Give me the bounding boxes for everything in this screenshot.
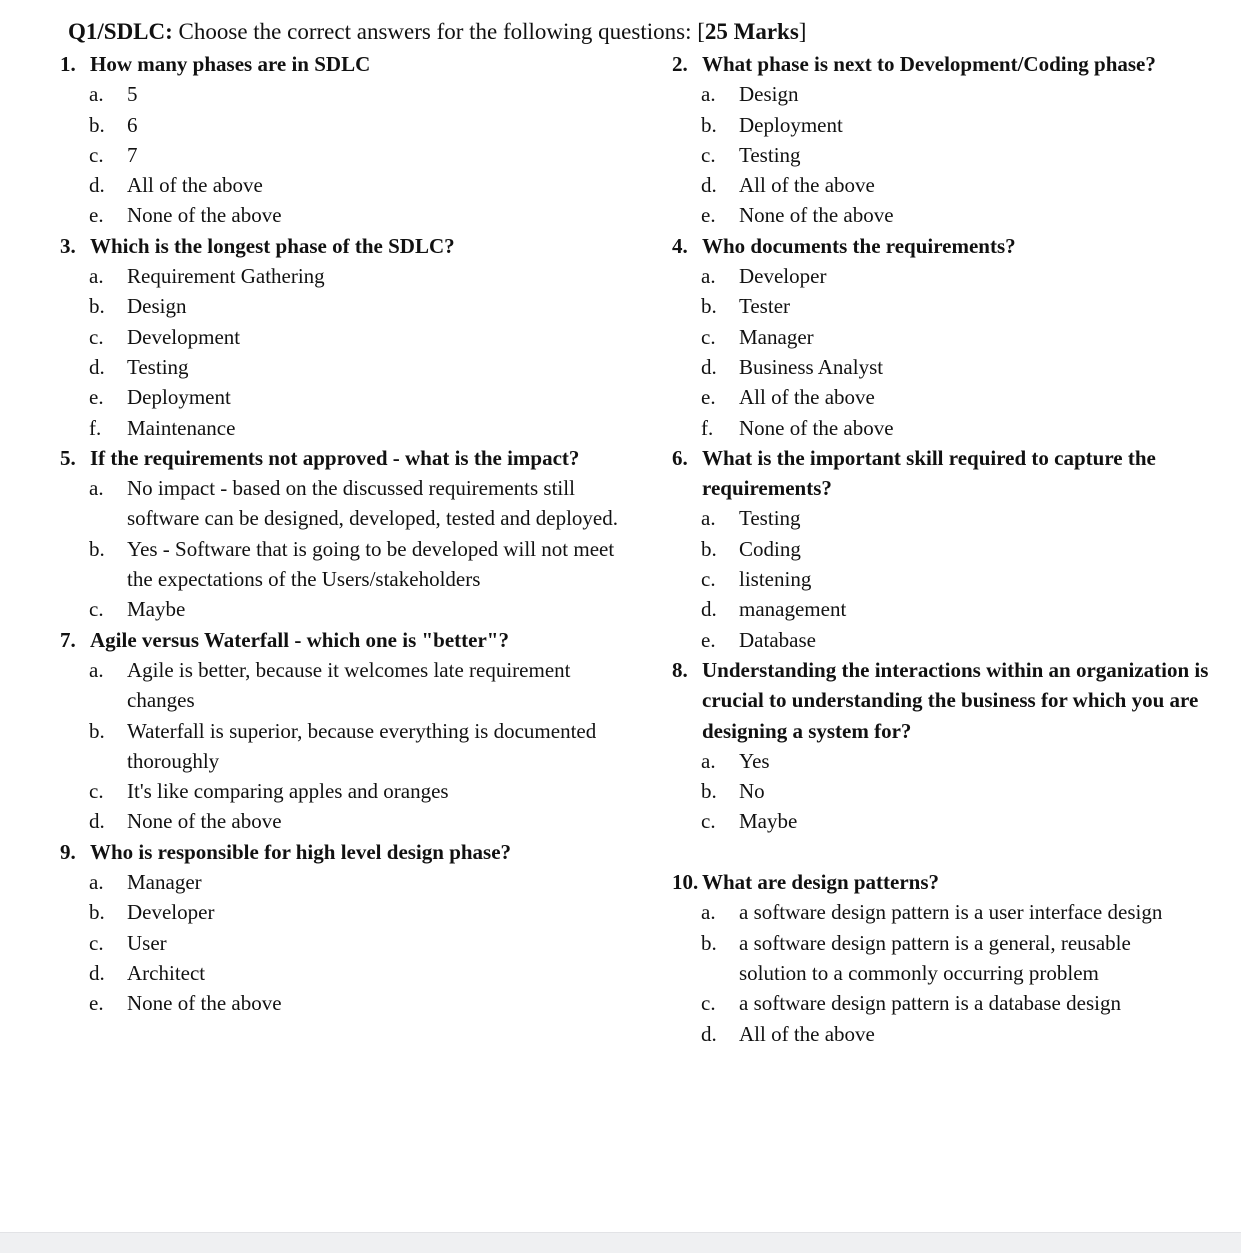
question-5 — [60, 443, 660, 625]
option-list — [60, 655, 660, 837]
header-close: ] — [798, 19, 807, 44]
question-title — [672, 655, 1232, 746]
option-list — [672, 746, 1232, 837]
option-letter: c. — [701, 991, 716, 1016]
option-list — [672, 261, 1232, 443]
option-list — [60, 867, 660, 1018]
option-item — [672, 746, 1232, 776]
option-text: a software design pattern is a general, reusable solution to a commonly occurring problem — [739, 930, 1131, 985]
question-number: 8. — [672, 657, 688, 682]
option-item — [60, 473, 660, 534]
question-number: 10. — [672, 870, 699, 895]
option-letter: d. — [701, 173, 717, 198]
question-number: 7. — [60, 627, 76, 652]
question-number: 4. — [672, 233, 688, 258]
option-text: management — [739, 597, 847, 622]
option-item — [672, 352, 1232, 382]
option-text: Architect — [127, 960, 206, 985]
option-letter: f. — [701, 415, 714, 440]
option-item — [60, 382, 660, 412]
option-letter: a. — [89, 870, 104, 895]
option-text: Deployment — [739, 112, 843, 137]
option-item — [60, 594, 660, 624]
option-letter: d. — [89, 354, 105, 379]
option-list — [60, 473, 660, 624]
question-number: 9. — [60, 839, 76, 864]
option-letter: c. — [701, 567, 716, 592]
question-8 — [672, 655, 1232, 867]
option-letter: e. — [89, 203, 104, 228]
option-letter: d. — [701, 1021, 717, 1046]
option-letter: c. — [89, 142, 104, 167]
question-number: 2. — [672, 52, 688, 76]
option-item — [60, 413, 660, 443]
option-item — [60, 261, 660, 291]
question-text: Who is responsible for high level design phase? — [90, 839, 512, 864]
option-item — [672, 170, 1232, 200]
option-item — [60, 897, 660, 927]
option-text: a software design pattern is a database design — [739, 991, 1121, 1016]
option-list — [60, 261, 660, 443]
option-item — [60, 110, 660, 140]
option-text: 7 — [127, 142, 138, 167]
option-text: Testing — [739, 506, 801, 531]
option-letter: d. — [701, 597, 717, 622]
option-letter: a. — [701, 264, 716, 289]
option-text: a software design pattern is a user interface design — [739, 900, 1163, 925]
option-list — [60, 79, 660, 230]
option-item — [672, 988, 1232, 1018]
option-item — [60, 655, 660, 716]
option-letter: b. — [701, 779, 717, 804]
option-letter: e. — [701, 203, 716, 228]
option-text: Developer — [127, 900, 215, 925]
option-text: Requirement Gathering — [127, 264, 325, 289]
option-letter: b. — [89, 718, 105, 743]
question-title — [672, 867, 1232, 897]
option-text: listening — [739, 567, 812, 592]
question-number: 5. — [60, 445, 76, 470]
option-text: 6 — [127, 112, 138, 137]
option-text: All of the above — [739, 173, 875, 198]
question-title — [60, 837, 660, 867]
header-label: Q1/SDLC: — [68, 19, 173, 44]
option-item — [672, 564, 1232, 594]
option-text: Testing — [127, 354, 189, 379]
option-letter: f. — [89, 415, 102, 440]
question-number: 1. — [60, 52, 76, 76]
option-item — [60, 352, 660, 382]
option-text: Design — [127, 294, 187, 319]
option-item — [60, 867, 660, 897]
option-letter: b. — [701, 294, 717, 319]
question-text: Agile versus Waterfall - which one is "better"? — [90, 627, 509, 652]
option-text: Agile is better, because it welcomes late requirement changes — [127, 657, 571, 713]
option-letter: b. — [89, 294, 105, 319]
option-letter: d. — [701, 354, 717, 379]
option-text: Deployment — [127, 385, 231, 410]
question-number: 3. — [60, 233, 76, 258]
option-item — [672, 200, 1232, 230]
option-item — [60, 200, 660, 230]
question-text: If the requirements not approved - what is the impact? — [90, 445, 580, 470]
option-item — [60, 806, 660, 836]
option-item — [672, 322, 1232, 352]
option-letter: b. — [89, 900, 105, 925]
option-letter: d. — [89, 960, 105, 985]
option-text: All of the above — [739, 1021, 875, 1046]
option-item — [672, 806, 1232, 836]
option-item — [60, 776, 660, 806]
header-marks: 25 Marks — [704, 19, 799, 44]
option-item — [60, 79, 660, 109]
option-item — [672, 594, 1232, 624]
question-text: What are design patterns? — [702, 870, 940, 895]
option-text: Maybe — [739, 809, 798, 834]
option-text: User — [127, 930, 167, 955]
option-item — [60, 928, 660, 958]
right-column — [672, 49, 1232, 1049]
option-text: None of the above — [739, 415, 894, 440]
option-letter: a. — [89, 82, 104, 107]
option-item — [672, 140, 1232, 170]
option-letter: c. — [701, 324, 716, 349]
option-letter: a. — [701, 748, 716, 773]
option-letter: b. — [701, 536, 717, 561]
option-item — [672, 928, 1232, 989]
question-10 — [672, 867, 1232, 1049]
option-text: Maintenance — [127, 415, 236, 440]
question-text: Who documents the requirements? — [702, 233, 1016, 258]
bottom-strip — [0, 1232, 1241, 1253]
option-text: Yes — [739, 748, 770, 773]
option-letter: d. — [89, 173, 105, 198]
option-letter: b. — [89, 536, 105, 561]
option-letter: a. — [701, 506, 716, 531]
option-text: None of the above — [127, 203, 282, 228]
option-text: No impact - based on the discussed requirements still software can be designed, developed, tested and deployed. — [127, 476, 618, 531]
option-text: None of the above — [127, 809, 282, 834]
option-item — [672, 110, 1232, 140]
option-text: Manager — [127, 870, 202, 895]
option-text: Maybe — [127, 597, 186, 622]
option-item — [672, 291, 1232, 321]
option-item — [672, 413, 1232, 443]
option-letter: d. — [89, 809, 105, 834]
option-text: Tester — [739, 294, 791, 319]
option-text: Coding — [739, 536, 801, 561]
option-item — [672, 625, 1232, 655]
option-item — [60, 988, 660, 1018]
option-text: Database — [739, 627, 816, 652]
option-text: All of the above — [127, 173, 263, 198]
question-text: What is the important skill required to capture the requirements? — [702, 445, 1156, 501]
option-letter: c. — [701, 142, 716, 167]
question-3 — [60, 231, 660, 443]
question-title — [672, 443, 1232, 504]
option-letter: b. — [89, 112, 105, 137]
option-item — [672, 79, 1232, 109]
option-text: All of the above — [739, 385, 875, 410]
option-item — [672, 534, 1232, 564]
option-item — [672, 503, 1232, 533]
option-item — [60, 958, 660, 988]
option-item — [672, 261, 1232, 291]
question-title — [60, 443, 660, 473]
option-letter: e. — [89, 385, 104, 410]
option-text: Development — [127, 324, 241, 349]
option-text: Business Analyst — [739, 354, 884, 379]
option-letter: a. — [701, 900, 716, 925]
question-text: Which is the longest phase of the SDLC? — [90, 233, 455, 258]
option-item — [672, 776, 1232, 806]
question-title — [60, 231, 660, 261]
page-header — [68, 16, 806, 48]
option-text: Design — [739, 82, 799, 107]
option-text: Developer — [739, 264, 827, 289]
option-item — [672, 382, 1232, 412]
option-letter: a. — [701, 82, 716, 107]
option-letter: e. — [701, 385, 716, 410]
option-item — [60, 716, 660, 777]
option-letter: c. — [89, 930, 104, 955]
option-list — [672, 503, 1232, 654]
option-letter: c. — [701, 809, 716, 834]
option-text: Manager — [739, 324, 814, 349]
option-letter: a. — [89, 476, 104, 501]
option-letter: c. — [89, 597, 104, 622]
question-number: 6. — [672, 445, 688, 470]
spacer — [672, 837, 1232, 867]
option-letter: c. — [89, 779, 104, 804]
option-letter: e. — [701, 627, 716, 652]
option-text: Waterfall is superior, because everything is documented thoroughly — [127, 718, 597, 773]
header-instruction: Choose the correct answers for the following questions: [ — [172, 19, 705, 44]
question-title — [672, 231, 1232, 261]
option-list — [672, 897, 1232, 1048]
option-letter: e. — [89, 991, 104, 1016]
question-1 — [60, 49, 660, 231]
question-4 — [672, 231, 1232, 443]
option-item — [60, 322, 660, 352]
option-text: Yes - Software that is going to be developed will not meet the expectations of the Users/stakeholders — [127, 536, 615, 592]
question-9 — [60, 837, 660, 1019]
option-text: 5 — [127, 82, 138, 107]
option-text: No — [739, 779, 765, 804]
question-title — [672, 49, 1232, 79]
option-text: None of the above — [127, 991, 282, 1016]
option-item — [672, 897, 1232, 927]
left-column — [60, 49, 660, 1019]
question-7 — [60, 625, 660, 837]
question-text: How many phases are in SDLC — [90, 52, 371, 76]
option-item — [672, 1019, 1232, 1049]
option-text: It's like comparing apples and oranges — [127, 779, 449, 804]
option-item — [60, 140, 660, 170]
question-title — [60, 49, 660, 79]
option-text: None of the above — [739, 203, 894, 228]
option-letter: b. — [701, 112, 717, 137]
question-6 — [672, 443, 1232, 655]
question-text: What phase is next to Development/Coding phase? — [702, 52, 1156, 76]
option-letter: c. — [89, 324, 104, 349]
option-letter: b. — [701, 930, 717, 955]
option-item — [60, 291, 660, 321]
question-2 — [672, 49, 1232, 231]
option-letter: a. — [89, 657, 104, 682]
option-letter: a. — [89, 264, 104, 289]
option-item — [60, 534, 660, 595]
option-item — [60, 170, 660, 200]
option-text: Testing — [739, 142, 801, 167]
option-list — [672, 79, 1232, 230]
question-title — [60, 625, 660, 655]
question-text: Understanding the interactions within an organization is crucial to understanding the business for which you are designing a system for? — [702, 657, 1209, 743]
